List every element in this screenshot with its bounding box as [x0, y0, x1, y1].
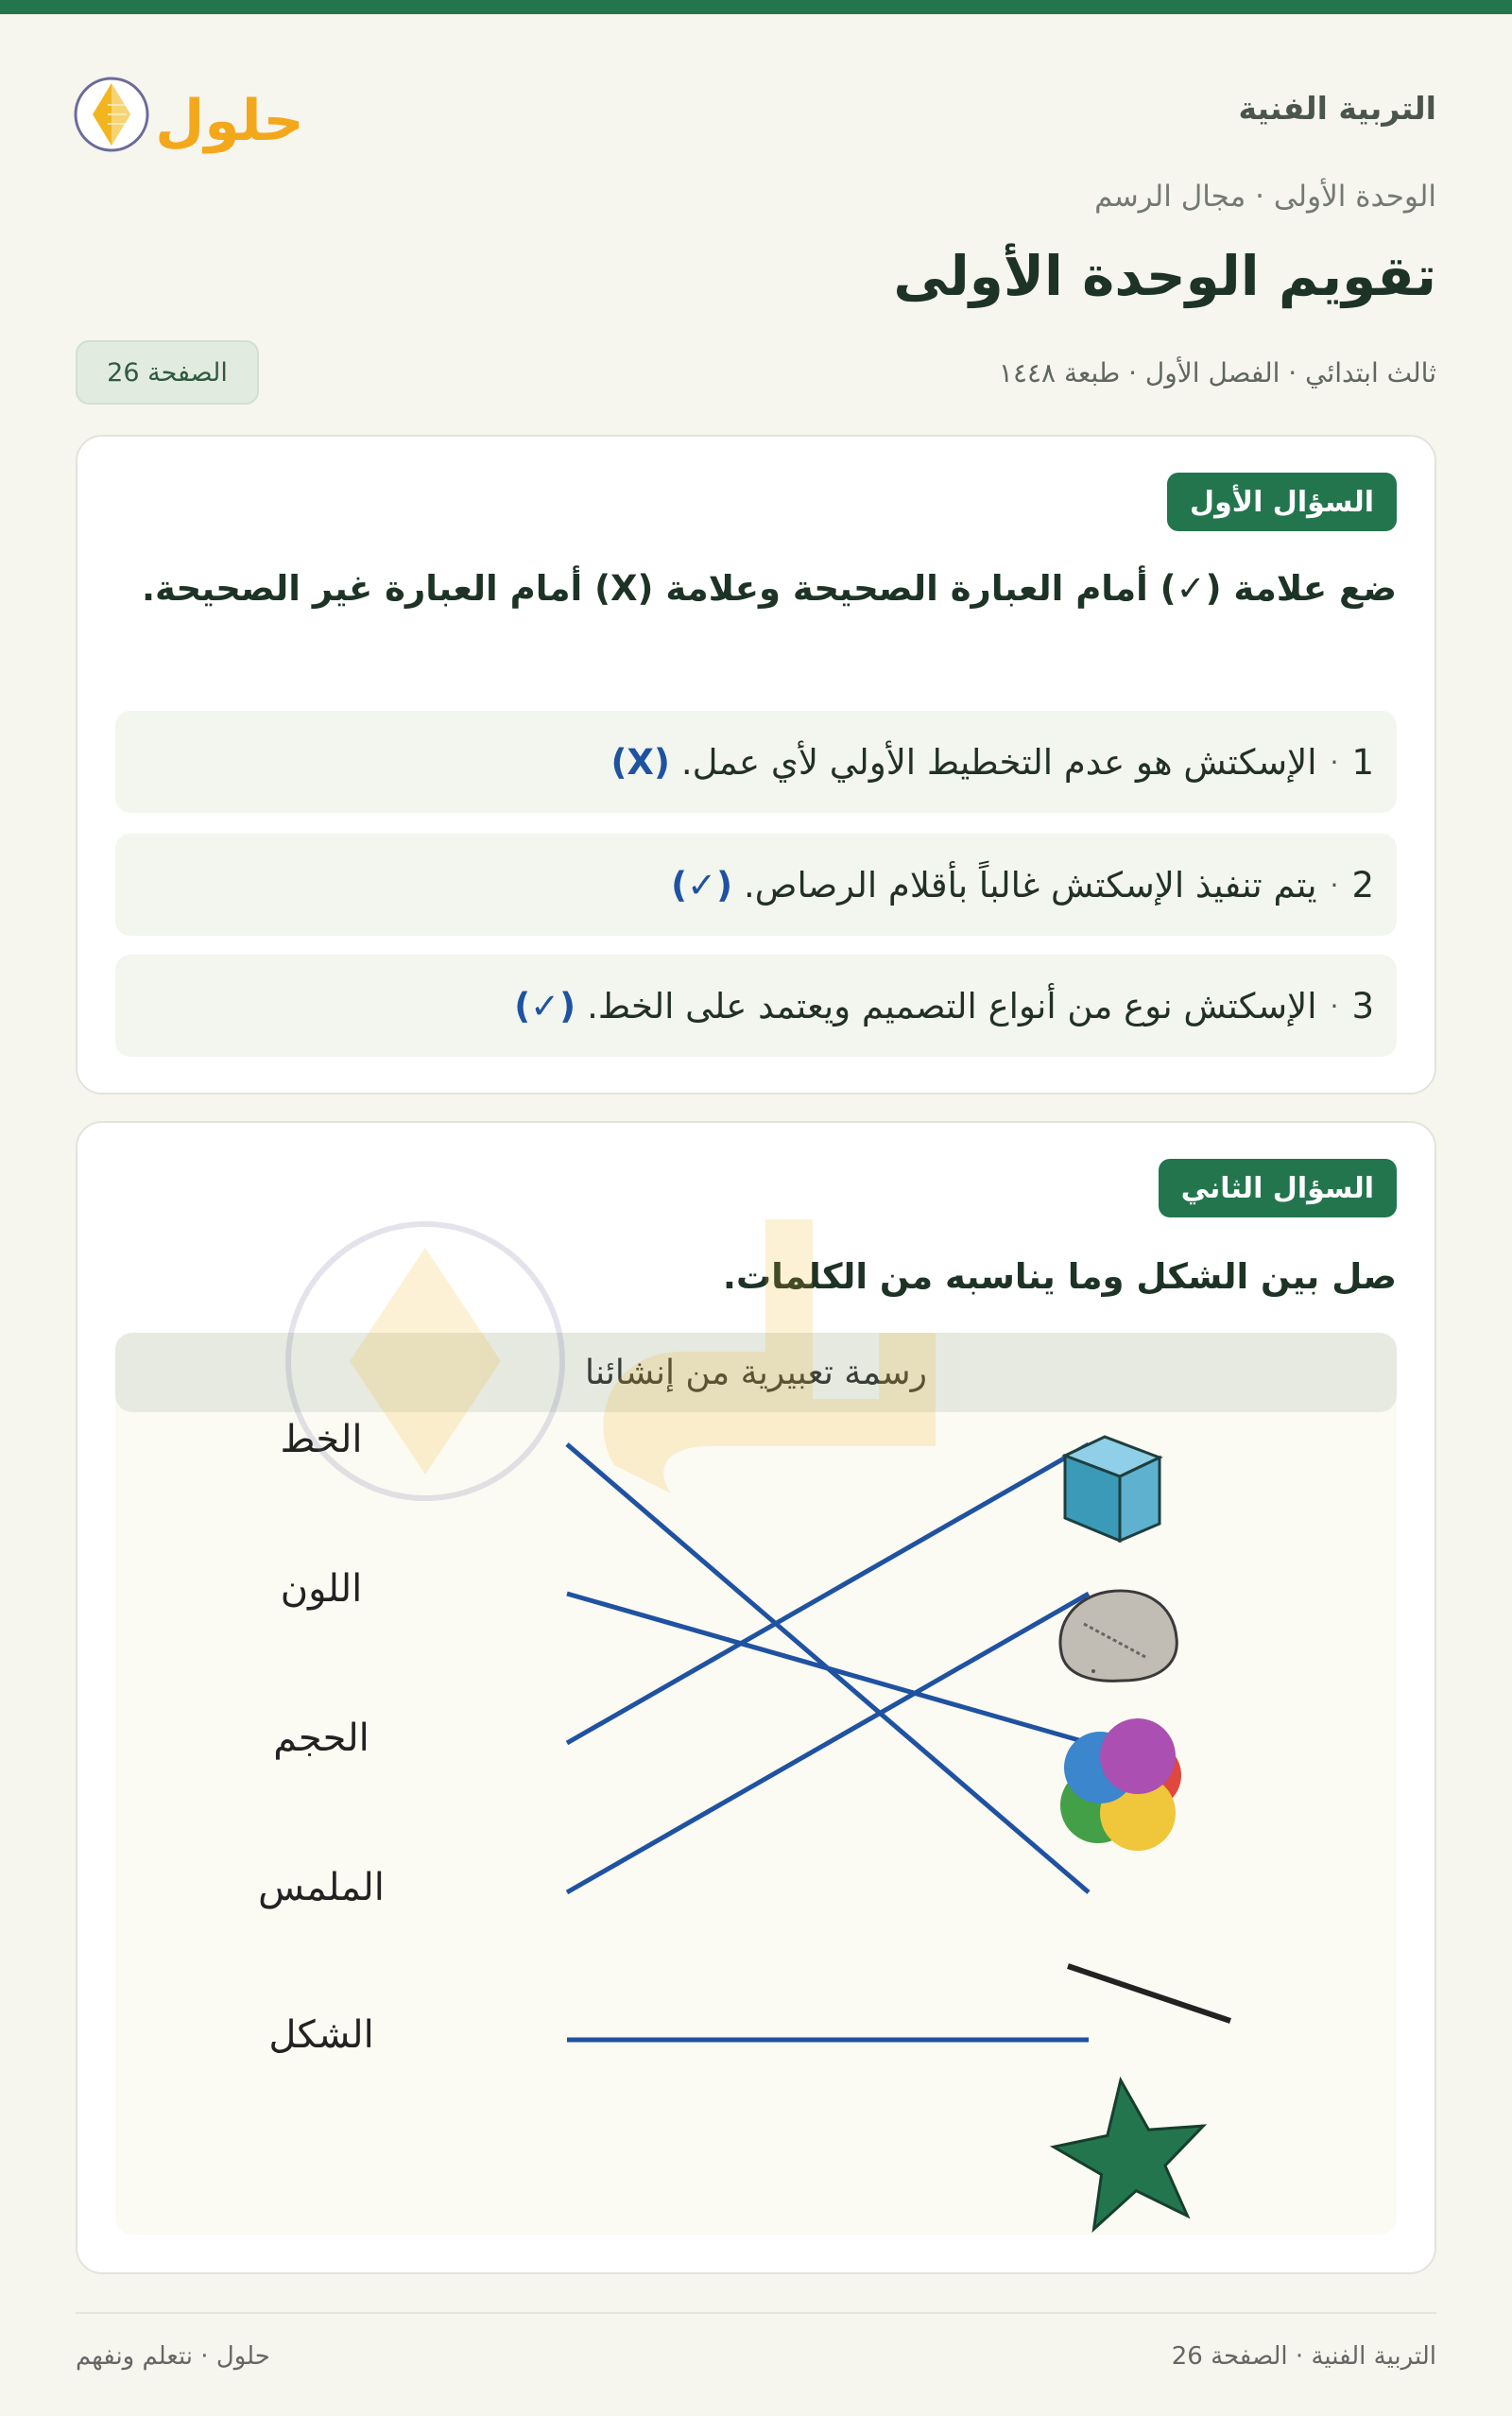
footer-divider	[76, 2312, 1436, 2314]
word-label: الحجم	[273, 1717, 369, 1760]
statement-answer: (✓)	[514, 985, 576, 1027]
statement-item	[115, 834, 1397, 936]
line-icon	[1068, 1966, 1230, 2021]
matching-diagram	[115, 1333, 1397, 2235]
question-one-card	[76, 435, 1436, 1095]
separator-dot: ·	[1330, 869, 1339, 901]
footer-page-info: التربية الفنية · الصفحة 26	[1171, 2342, 1436, 2371]
cube-icon	[1065, 1437, 1160, 1541]
question-two-instruction: صل بين الشكل وما يناسبه من الكلمات.	[722, 1256, 1397, 1297]
connector-line	[567, 1444, 1089, 1743]
question-one-instruction: ضع علامة (✓) أمام العبارة الصحيحة وعلامة (X) أمام العبارة غير الصحيحة.	[142, 568, 1397, 609]
top-accent-bar	[0, 0, 1512, 14]
statement-text: يتم تنفيذ الإسكتش غالباً بأقلام الرصاص.	[744, 864, 1317, 906]
question-two-card	[76, 1121, 1436, 2274]
connector-lines	[567, 1444, 1089, 2040]
logo-text: حلول	[155, 88, 304, 154]
star-icon	[1046, 2070, 1216, 2234]
word-label: الشكل	[268, 2013, 374, 2057]
drawing-caption: رسمة تعبيرية من إنشائنا	[115, 1333, 1397, 1412]
statement-number: 3	[1351, 985, 1374, 1027]
statement-item	[115, 955, 1397, 1057]
rock-icon	[1060, 1591, 1177, 1681]
footer-brand: حلول · نتعلم ونفهم	[76, 2342, 270, 2371]
word-label: الملمس	[258, 1866, 385, 1909]
page-title: تقويم الوحدة الأولى	[893, 244, 1436, 308]
statement-item	[115, 711, 1397, 813]
logo	[74, 62, 310, 166]
subject-title: التربية الفنية	[1238, 90, 1436, 127]
matching-area	[115, 1333, 1397, 2235]
word-label: اللون	[280, 1567, 363, 1611]
question-one-label: السؤال الأول	[1167, 473, 1397, 531]
statement-number: 2	[1351, 864, 1374, 906]
question-two-label: السؤال الثاني	[1159, 1159, 1397, 1217]
statement-number: 1	[1351, 741, 1374, 783]
page-number-badge: الصفحة 26	[76, 340, 259, 405]
connector-line	[567, 1594, 1089, 1743]
statement-answer: (✓)	[671, 864, 732, 906]
connector-line	[567, 1594, 1089, 1892]
separator-dot: ·	[1330, 746, 1339, 778]
word-label: الخط	[280, 1418, 363, 1461]
grade-meta: ثالث ابتدائي · الفصل الأول · طبعة ١٤٤٨	[998, 357, 1436, 388]
statement-answer: (X)	[610, 741, 670, 783]
unit-subtitle: الوحدة الأولى · مجال الرسم	[1094, 180, 1436, 214]
statement-text: الإسكتش نوع من أنواع التصميم ويعتمد على الخط.	[587, 985, 1317, 1027]
statement-text: الإسكتش هو عدم التخطيط الأولي لأي عمل.	[680, 741, 1317, 783]
separator-dot: ·	[1330, 990, 1339, 1022]
